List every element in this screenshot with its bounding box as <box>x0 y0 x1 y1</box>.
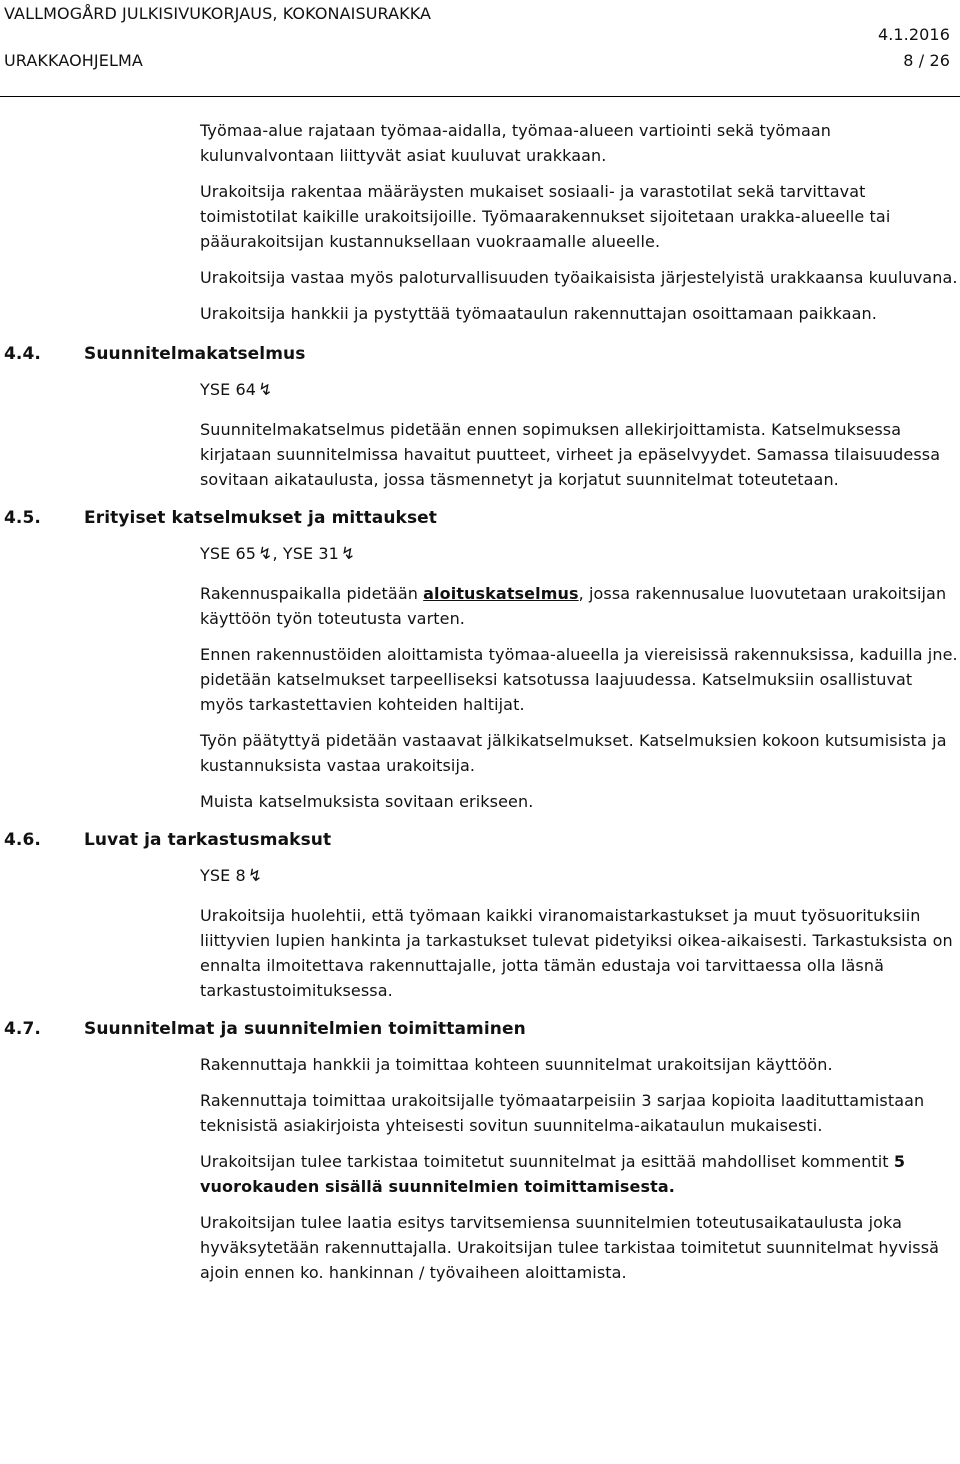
yse-separator: , <box>272 544 283 563</box>
section-4-4-body <box>200 417 958 492</box>
section-heading-4-6 <box>4 828 904 853</box>
section-number: 4.6. <box>4 830 41 850</box>
paragraph: Ennen rakennustöiden aloittamista työmaa-alueella ja viereisissä rakennuksissa, kaduilla jne. pidetään katselmukset tarpeelliseksi katsotussa laajuudessa. Katselmuksiin osallistuvat myös tarkastettavien kohteiden haltijat. <box>200 645 958 714</box>
paragraph: Suunnitelmakatselmus pidetään ennen sopimuksen allekirjoittamista. Katselmuksessa kirjataan suunnitelmissa havaitut puutteet, virheet ja epäselvyydet. Samassa tilaisuudessa sovitaan aikataulusta, jossa täsmennetyt ja korjatut suunnitelmat toteutetaan. <box>200 420 941 489</box>
intro-section <box>200 118 958 326</box>
yse-reference <box>200 541 960 567</box>
header-divider <box>0 96 960 97</box>
yse-link[interactable]: YSE 8 <box>200 866 246 885</box>
paragraph: Rakennuttaja hankkii ja toimittaa kohteen suunnitelmat urakoitsijan käyttöön. <box>200 1055 833 1074</box>
section-title: Luvat ja tarkastusmaksut <box>84 830 332 850</box>
section-4-5-body <box>200 581 958 814</box>
yse-link[interactable]: YSE 64 <box>200 380 257 399</box>
header-page-number: 8 / 26 <box>903 51 950 70</box>
header-date: 4.1.2016 <box>877 25 950 44</box>
deadline-text: 5 vuorokauden sisällä suunnitelmien toimittamisesta. <box>200 1152 906 1196</box>
paragraph: Urakoitsija rakentaa määräysten mukaiset sosiaali- ja varastotilat sekä tarvittavat toimistotilat kaikille urakoitsijoille. Työmaarakennukset sijoitetaan urakka-alueelle tai pääurakoitsijan kustannuksellaan vuokraamalle alueelle. <box>200 182 891 251</box>
yse-reference <box>200 863 960 889</box>
section-heading-4-7 <box>4 1017 904 1042</box>
zigzag-arrow-icon: ↯ <box>258 544 273 564</box>
zigzag-arrow-icon: ↯ <box>258 380 273 400</box>
aloituskatselmus-link[interactable]: aloituskatselmus <box>423 584 579 603</box>
yse-reference <box>200 377 960 403</box>
paragraph: Urakoitsija hankkii ja pystyttää työmaataulun rakennuttajan osoittamaan paikkaan. <box>200 304 877 323</box>
text-run: , jossa rakennusalue luovutetaan urakoitsijan käyttöön työn toteutusta varten. <box>200 584 947 628</box>
section-heading-4-4 <box>4 342 904 367</box>
section-title: Suunnitelmakatselmus <box>84 344 306 364</box>
section-number: 4.4. <box>4 344 41 364</box>
paragraph <box>200 581 958 631</box>
text-run: Rakennuspaikalla pidetään <box>200 584 424 603</box>
header-document-type: URAKKAOHJELMA <box>4 51 143 70</box>
page-header <box>0 0 960 100</box>
document-body <box>0 118 960 1296</box>
paragraph: Työmaa-alue rajataan työmaa-aidalla, työmaa-alueen vartiointi sekä työmaan kulunvalvontaan liittyvät asiat kuuluvat urakkaan. <box>200 121 832 165</box>
paragraph: Urakoitsija vastaa myös paloturvallisuuden työaikaisista järjestelyistä urakkaansa kuuluvana. <box>200 268 958 287</box>
yse-link[interactable]: YSE 65 <box>200 544 257 563</box>
paragraph: Urakoitsijan tulee laatia esitys tarvitsemiensa suunnitelmien toteutusaikataulusta joka hyväksytetään rakennuttajalla. Urakoitsijan tulee tarkistaa toimitetut suunnitelmat hyvissä ajoin ennen ko. hankinnan / työvaiheen aloittamista. <box>200 1213 940 1282</box>
paragraph <box>200 1149 958 1199</box>
section-number: 4.7. <box>4 1019 41 1039</box>
paragraph: Rakennuttaja toimittaa urakoitsijalle työmaatarpeisiin 3 sarjaa kopioita laadituttamistaan teknisistä asiakirjoista yhteisesti sovitun suunnitelma-aikataulun mukaisesti. <box>200 1091 925 1135</box>
yse-link[interactable]: YSE 31 <box>282 544 339 563</box>
paragraph: Muista katselmuksista sovitaan erikseen. <box>200 792 534 811</box>
section-number: 4.5. <box>4 508 41 528</box>
header-organization: VALLMOGÅRD JULKISIVUKORJAUS, KOKONAISURAKKA <box>4 4 432 23</box>
section-title: Suunnitelmat ja suunnitelmien toimittaminen <box>84 1019 526 1039</box>
section-heading-4-5 <box>4 506 904 531</box>
section-4-6-body <box>200 903 958 1003</box>
zigzag-arrow-icon: ↯ <box>247 866 263 886</box>
paragraph: Urakoitsija huolehtii, että työmaan kaikki viranomaistarkastukset ja muut työsuorituksiin liittyvien lupien hankinta ja tarkastukset tulevat pidetyiksi oikea-aikaisesti. Tarkastuksista on ennalta ilmoitettava rakennuttajalle, jotta tämän edustaja voi tarvittaessa olla läsnä tarkastustoimituksessa. <box>200 906 953 1000</box>
section-title: Erityiset katselmukset ja mittaukset <box>84 508 438 528</box>
zigzag-arrow-icon: ↯ <box>340 544 356 564</box>
paragraph: Työn päätyttyä pidetään vastaavat jälkikatselmukset. Katselmuksien kokoon kutsumisista ja kustannuksista vastaa urakoitsija. <box>200 731 947 775</box>
text-run: Urakoitsijan tulee tarkistaa toimitetut suunnitelmat ja esittää mahdolliset kommentit <box>200 1152 894 1171</box>
section-4-7-body <box>200 1052 958 1285</box>
